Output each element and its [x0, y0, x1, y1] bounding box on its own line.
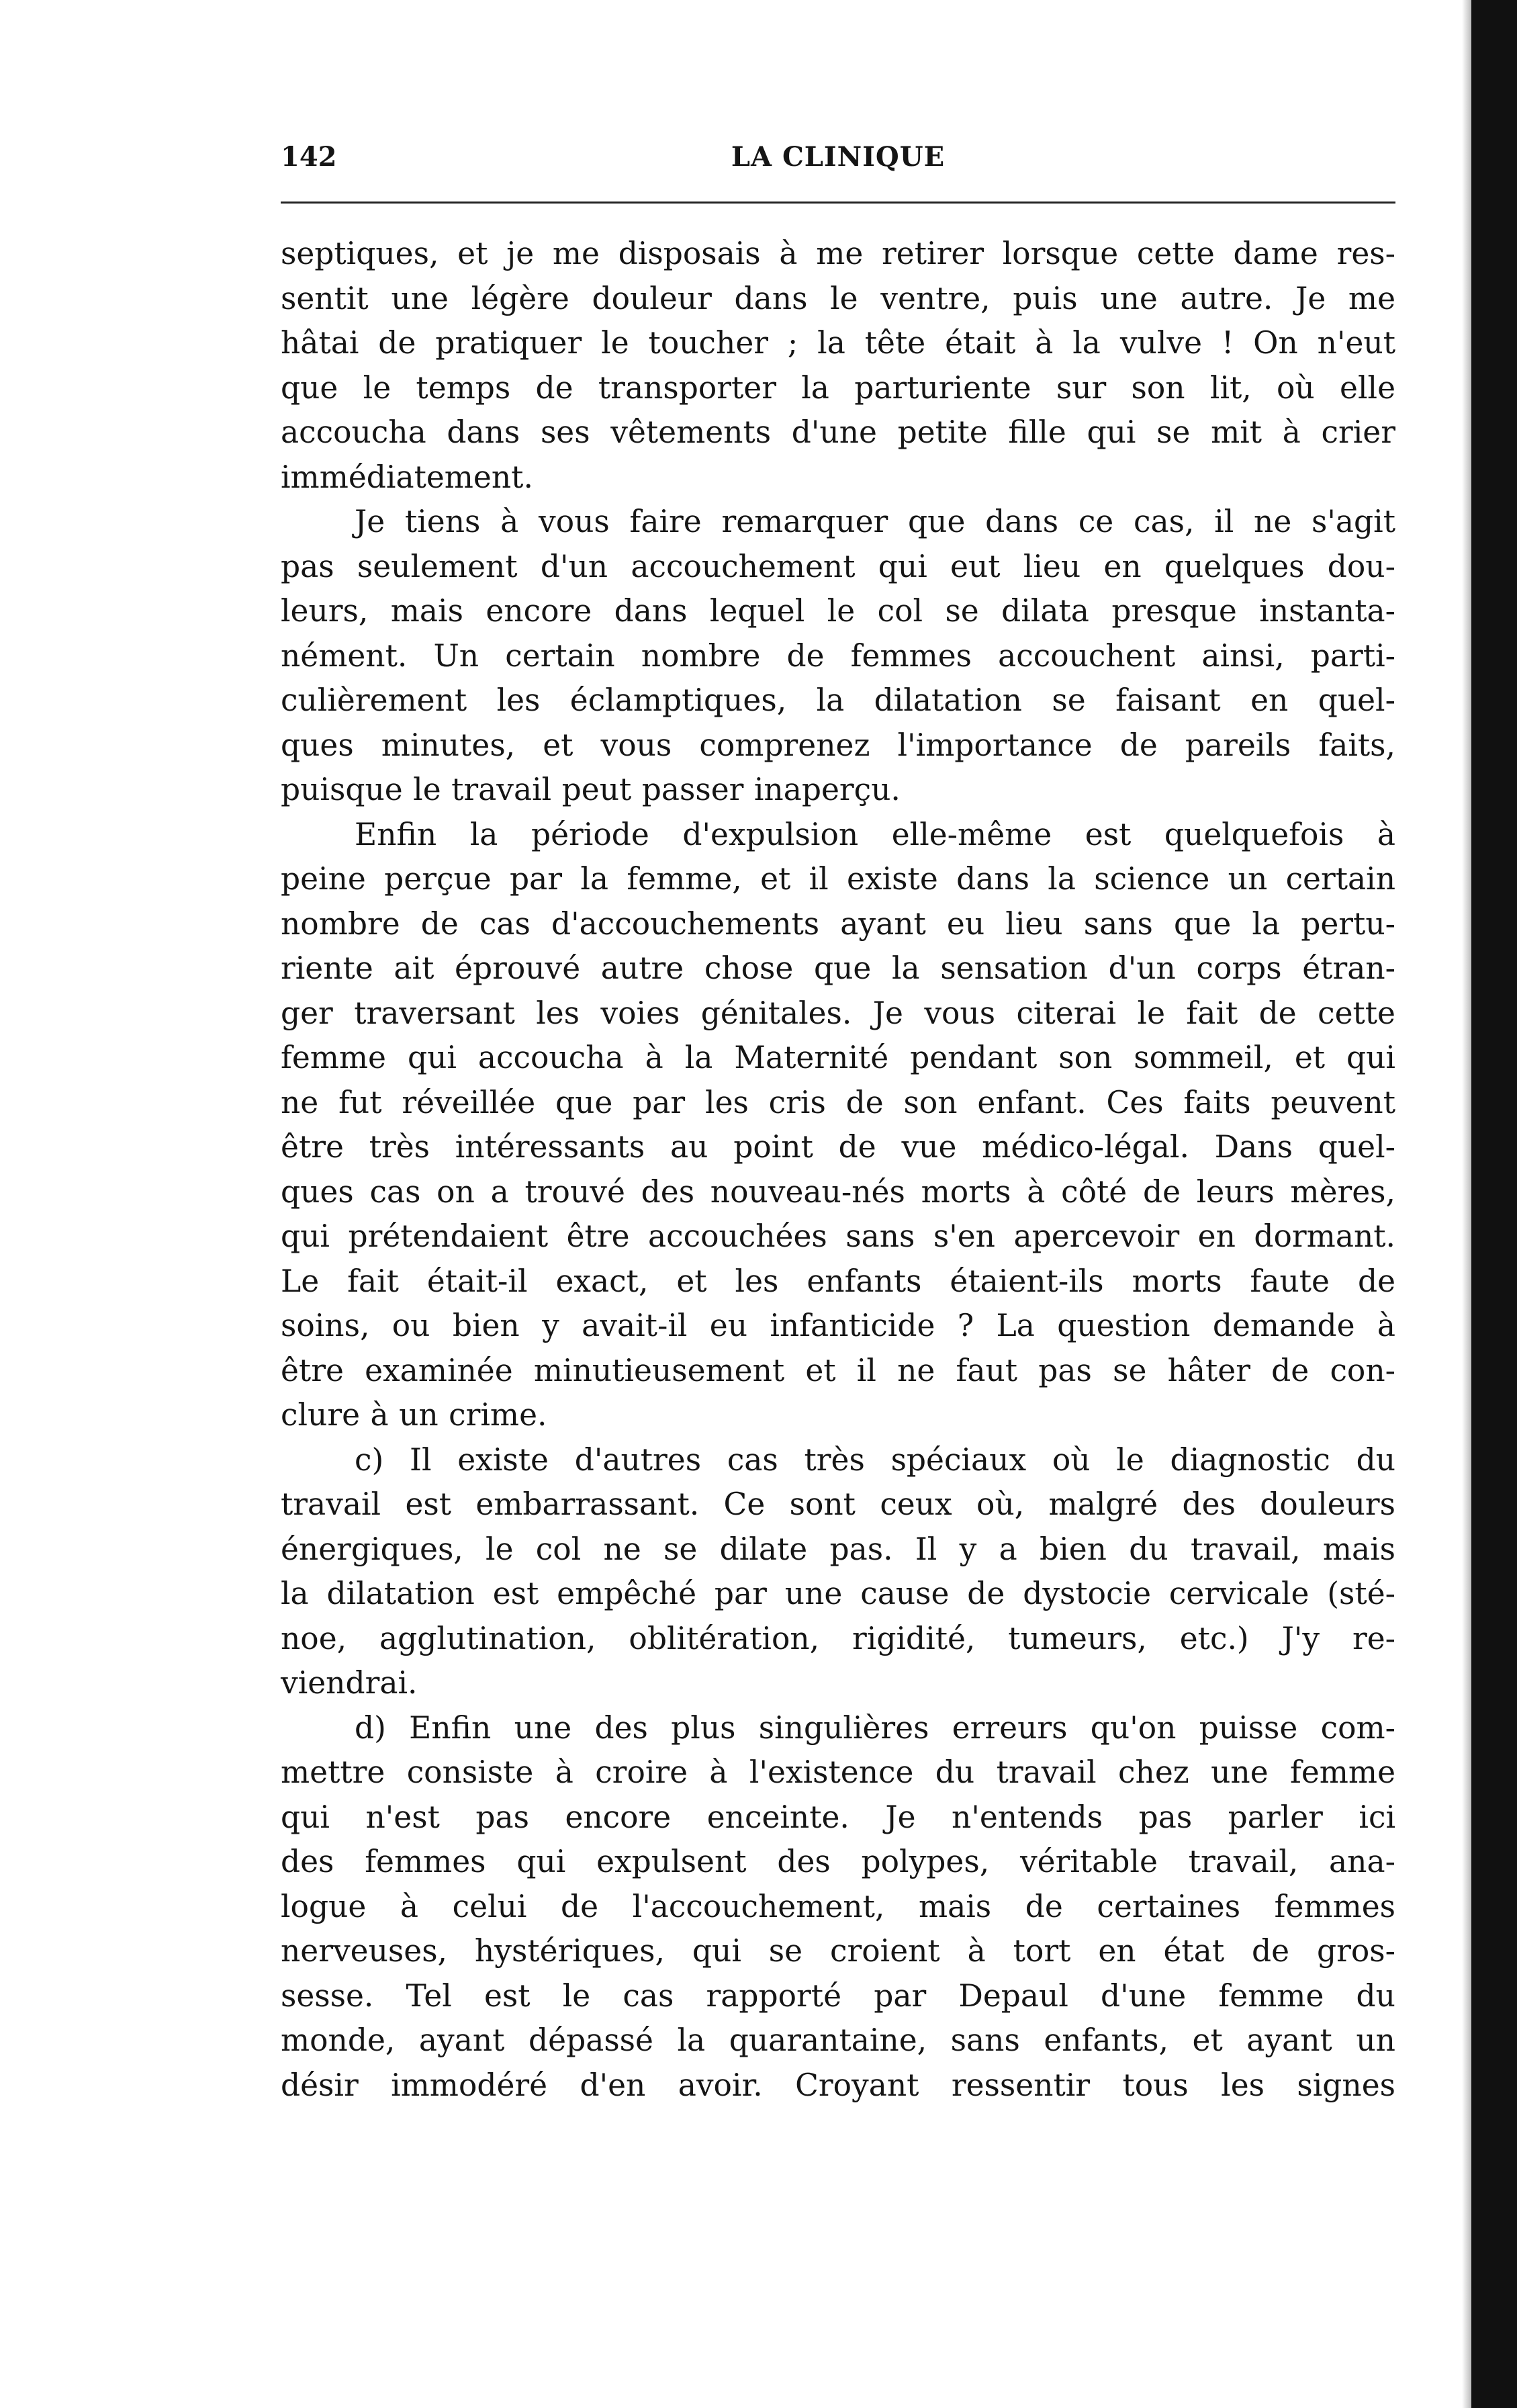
text-line: ques cas on a trouvé des nouveau-nés morts à côté de leurs mères,	[281, 1173, 1395, 1210]
text-line: noe, agglutination, oblitération, rigidité, tumeurs, etc.) J'y re-	[281, 1620, 1395, 1656]
header-rule	[281, 202, 1395, 204]
page-edge-shadow	[1462, 0, 1471, 2408]
text-line: Enfin la période d'expulsion elle-même est quelquefois à	[355, 816, 1395, 852]
text-line: monde, ayant dépassé la quarantaine, sans enfants, et ayant un	[281, 2022, 1395, 2058]
body-text	[281, 232, 1395, 2108]
text-line: ques minutes, et vous comprenez l'importance de pareils faits,	[281, 727, 1395, 763]
text-line: septiques, et je me disposais à me retirer lorsque cette dame res-	[281, 236, 1395, 271]
text-line: travail est embarrassant. Ce sont ceux où, malgré des douleurs	[281, 1486, 1395, 1522]
text-line: riente ait éprouvé autre chose que la sensation d'un corps étran-	[281, 950, 1395, 986]
text-line: c) Il existe d'autres cas très spéciaux où le diagnostic du	[355, 1441, 1395, 1478]
text-line: culièrement les éclamptiques, la dilatation se faisant en quel-	[281, 682, 1395, 718]
text-line: sentit une légère douleur dans le ventre, puis une autre. Je me	[281, 280, 1395, 316]
text-line: clure à un crime.	[281, 1397, 547, 1433]
text-line: qui n'est pas encore enceinte. Je n'entends pas parler ici	[281, 1799, 1395, 1835]
text-line: viendrai.	[281, 1665, 418, 1701]
text-line: femme qui accoucha à la Maternité pendant son sommeil, et qui	[281, 1040, 1395, 1075]
text-line: désir immodéré d'en avoir. Croyant ressentir tous les signes	[281, 2067, 1395, 2103]
text-line: qui prétendaient être accouchées sans s'en apercevoir en dormant.	[281, 1218, 1395, 1254]
text-line: mettre consiste à croire à l'existence du travail chez une femme	[281, 1754, 1395, 1790]
page-edge	[1471, 0, 1517, 2408]
text-line: la dilatation est empêché par une cause de dystocie cervicale (sté-	[281, 1576, 1395, 1611]
text-line: accoucha dans ses vêtements d'une petite fille qui se mit à crier	[281, 414, 1395, 450]
text-line: ne fut réveillée que par les cris de son enfant. Ces faits peuvent	[281, 1084, 1395, 1120]
text-line: nerveuses, hystériques, qui se croient à tort en état de gros-	[281, 1933, 1395, 1969]
text-line: peine perçue par la femme, et il existe dans la science un certain	[281, 861, 1395, 897]
text-line: leurs, mais encore dans lequel le col se dilata presque instanta-	[281, 593, 1395, 629]
text-line: d) Enfin une des plus singulières erreurs qu'on puisse com-	[355, 1709, 1395, 1746]
text-line: hâtai de pratiquer le toucher ; la tête était à la vulve ! On n'eut	[281, 325, 1395, 361]
running-title: LA CLINIQUE	[731, 141, 946, 173]
text-line: ger traversant les voies génitales. Je vous citerai le fait de cette	[281, 995, 1395, 1031]
text-line: sesse. Tel est le cas rapporté par Depaul d'une femme du	[281, 1977, 1395, 2014]
text-line: nombre de cas d'accouchements ayant eu lieu sans que la pertu-	[281, 905, 1395, 942]
text-line: pas seulement d'un accouchement qui eut lieu en quelques dou-	[281, 548, 1395, 584]
text-line: être très intéressants au point de vue médico-légal. Dans quel-	[281, 1129, 1395, 1165]
text-line: soins, ou bien y avait-il eu infanticide ? La question demande à	[281, 1308, 1395, 1343]
page-header	[281, 141, 1395, 181]
text-line: que le temps de transporter la parturiente sur son lit, où elle	[281, 369, 1395, 406]
text-line: immédiatement.	[281, 459, 533, 495]
text-line: logue à celui de l'accouchement, mais de certaines femmes	[281, 1888, 1395, 1924]
text-line: être examinée minutieusement et il ne faut pas se hâter de con-	[281, 1352, 1395, 1388]
text-line: Je tiens à vous faire remarquer que dans ce cas, il ne s'agit	[355, 504, 1395, 539]
text-line: des femmes qui expulsent des polypes, véritable travail, ana-	[281, 1844, 1395, 1879]
text-line: nément. Un certain nombre de femmes accouchent ainsi, parti-	[281, 637, 1395, 674]
text-line: Le fait était-il exact, et les enfants étaient-ils morts faute de	[281, 1263, 1395, 1299]
text-line: puisque le travail peut passer inaperçu.	[281, 772, 901, 807]
text-line: énergiques, le col ne se dilate pas. Il y a bien du travail, mais	[281, 1531, 1395, 1567]
page-number: 142	[281, 141, 337, 173]
